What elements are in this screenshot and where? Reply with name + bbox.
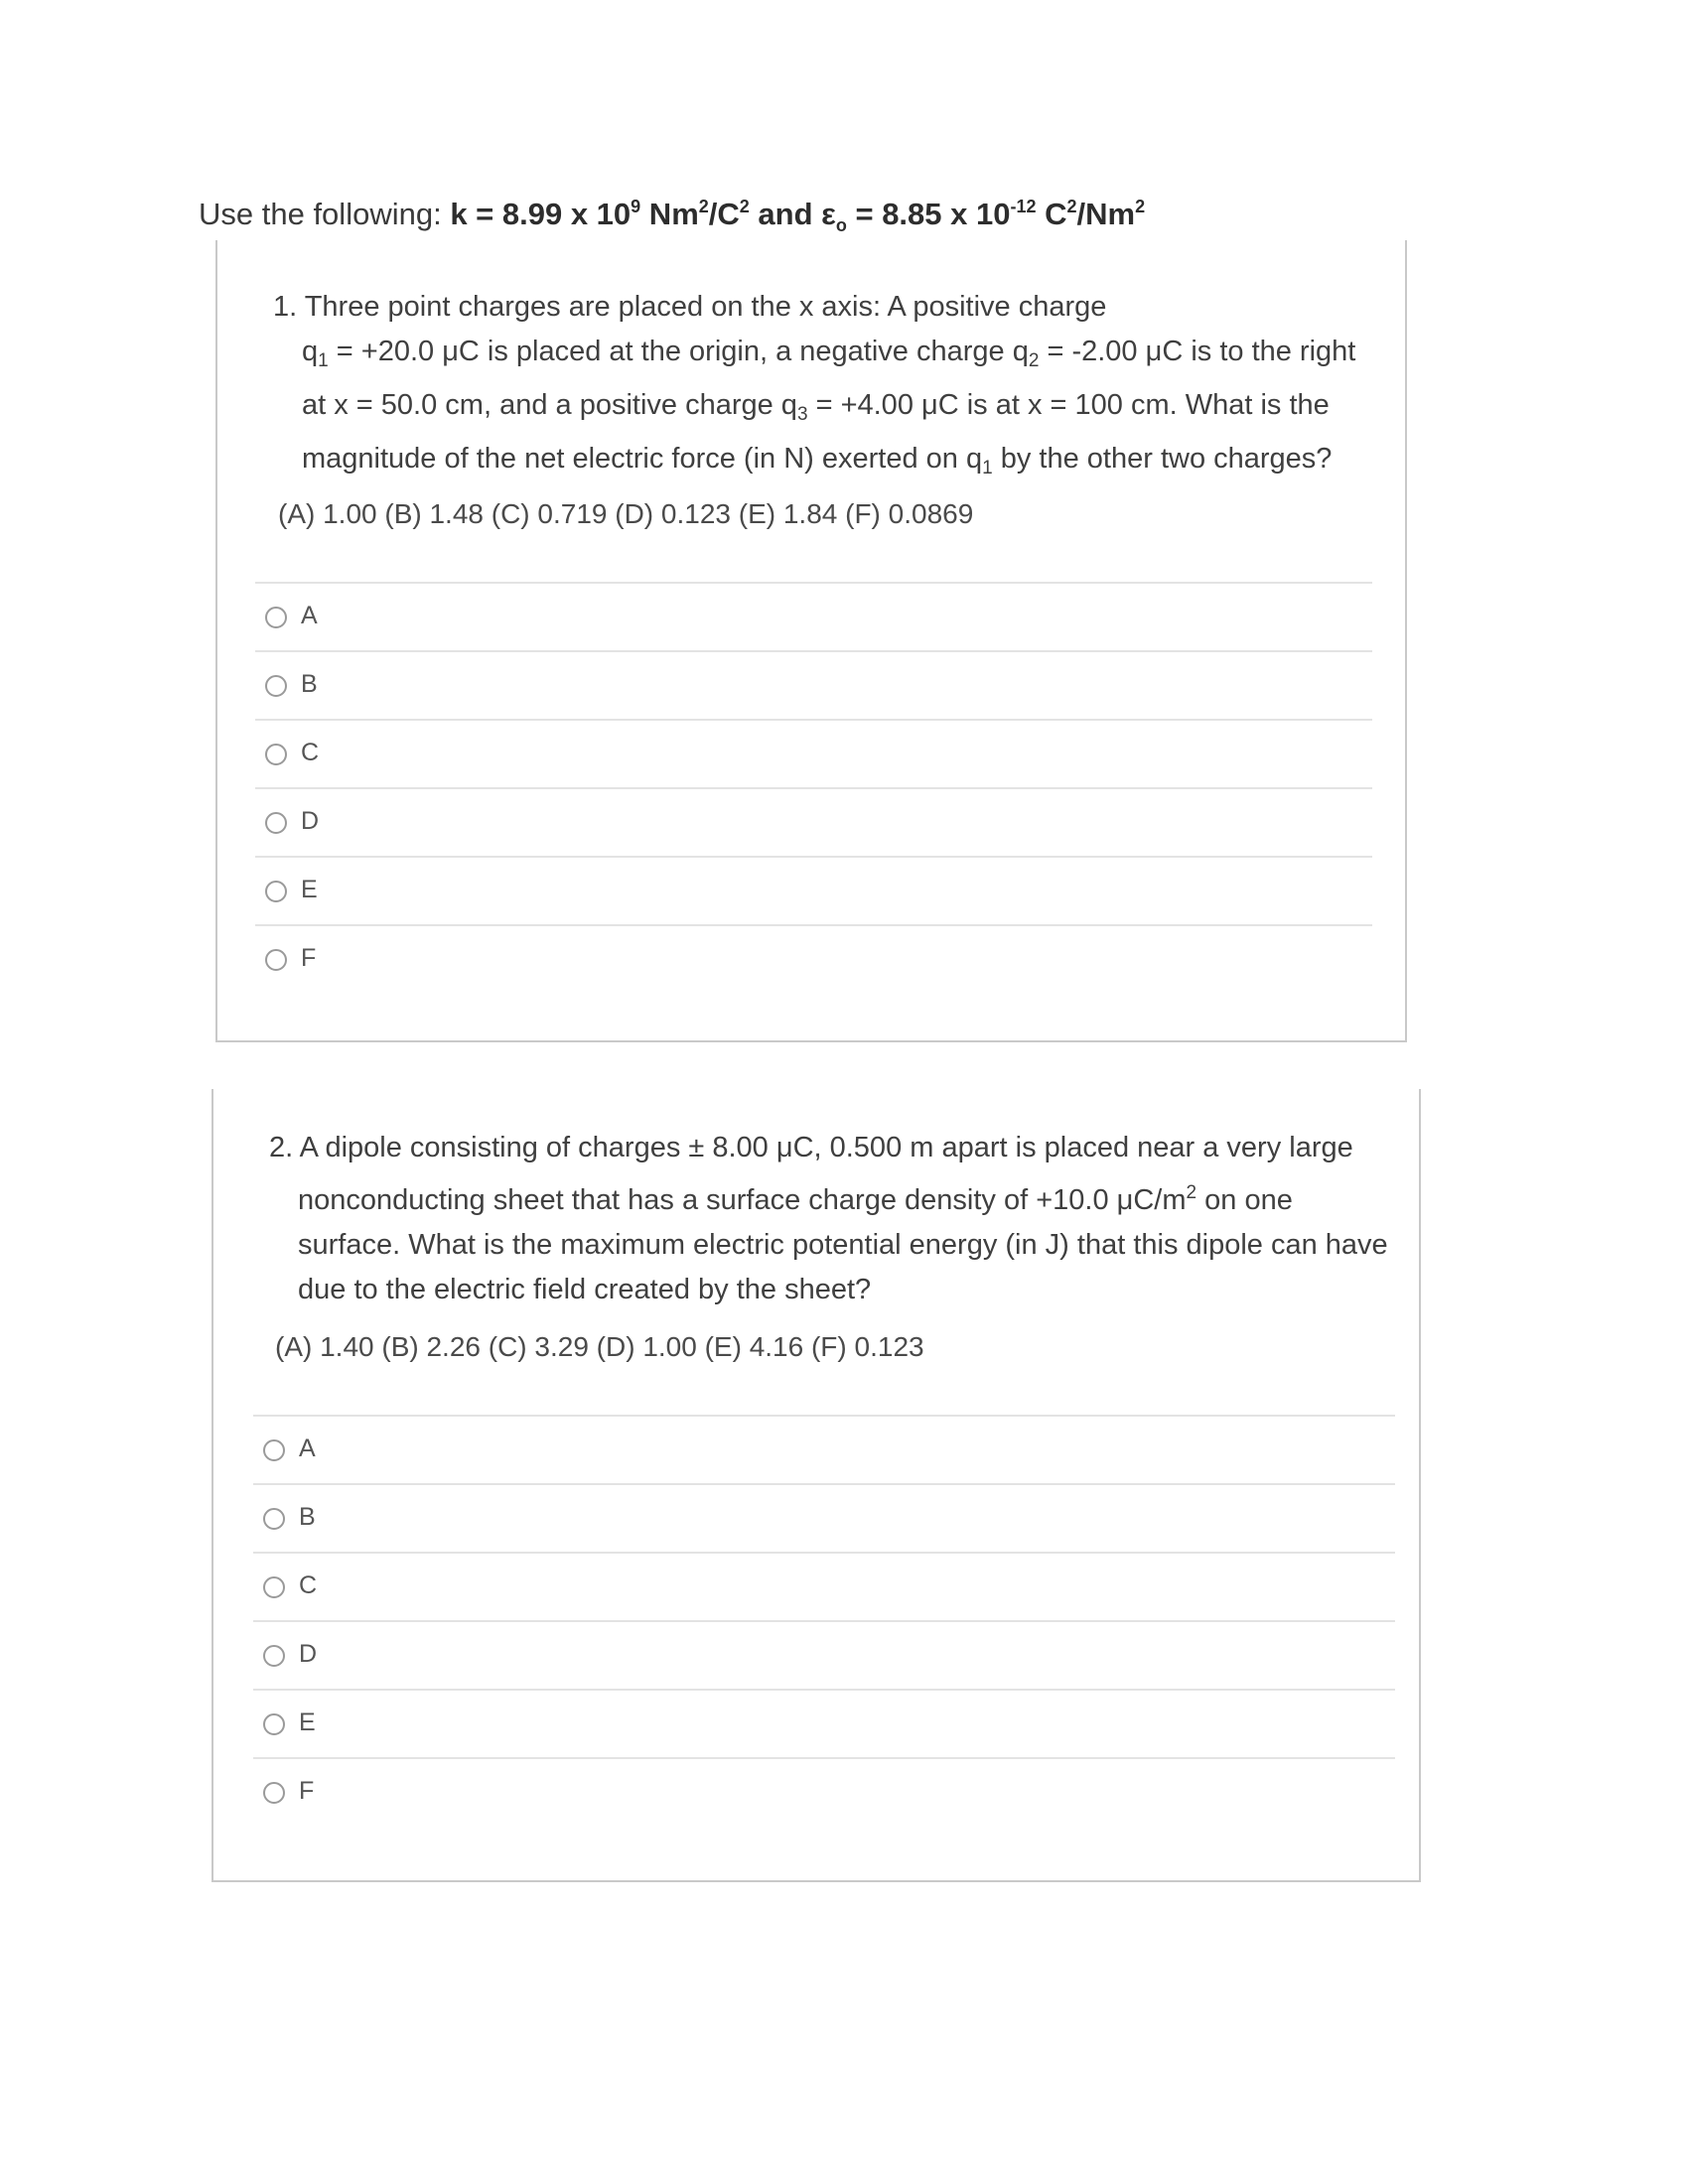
q1-option-b[interactable]: B [255, 650, 1372, 719]
radio-button[interactable] [263, 1782, 285, 1804]
radio-button[interactable] [265, 812, 287, 834]
radio-button[interactable] [263, 1576, 285, 1598]
question-1-text: 1. Three point charges are placed on the x axis: A positive charge $q_1 = +20.0$ μC is placed at the origin, a negative charge $q_2 = -2.00$ μC is to the right at x = 50.0 cm, and a positive charge $q_3 = +4.00$ μC is at x = 100 cm. What is the magnitude of the net electric force (in N) exerted on $q_1$ by the other two charges? [273, 291, 1356, 478]
question-2-answer-choices: (A) 1.40 (B) 2.26 (C) 3.29 (D) 1.00 (E) 4.16 (F) 0.123 [275, 1331, 924, 1362]
radio-button[interactable] [263, 1439, 285, 1461]
radio-button[interactable] [265, 881, 287, 902]
radio-button[interactable] [265, 675, 287, 697]
radio-button[interactable] [263, 1713, 285, 1735]
header-lead: Use the following: [199, 197, 451, 231]
q1-option-f[interactable]: F [255, 924, 1372, 993]
question-1-answer-choices: (A) 1.00 (B) 1.48 (C) 0.719 (D) 0.123 (E) 1.84 (F) 0.0869 [278, 498, 974, 529]
question-2-card [211, 1089, 1421, 1882]
q2-option-a[interactable]: A [253, 1415, 1395, 1483]
k-constant: k = 8.99 x $10^9$ $Nm^2/C^2$ and $\varepsilon_o = 8.85$ x $10^{-12}$ $C^2/Nm^2$ [450, 197, 1146, 236]
radio-button[interactable] [263, 1645, 285, 1667]
radio-button[interactable] [263, 1508, 285, 1530]
radio-button[interactable] [265, 949, 287, 971]
question-1-card [215, 240, 1407, 1042]
question-2-text: 2. A dipole consisting of charges ± 8.00 μC, 0.500 m apart is placed near a very large nonconducting sheet that has a surface charge density of +10.0 $\mu C/m^2$ on one surface. What is the maximum electric potential energy (in J) that this dipole can have due to the electric field created by the sheet? [269, 1132, 1388, 1305]
question-2-options [253, 1415, 1395, 1826]
q1-option-d[interactable]: D [255, 787, 1372, 856]
question-1-options [255, 582, 1372, 993]
q2-option-d[interactable]: D [253, 1620, 1395, 1689]
q1-option-a[interactable]: A [255, 582, 1372, 650]
q2-option-b[interactable]: B [253, 1483, 1395, 1552]
q1-option-e[interactable]: E [255, 856, 1372, 924]
constants-header [199, 197, 1145, 236]
q2-option-c[interactable]: C [253, 1552, 1395, 1620]
q2-option-e[interactable]: E [253, 1689, 1395, 1757]
q1-option-c[interactable]: C [255, 719, 1372, 787]
q2-option-f[interactable]: F [253, 1757, 1395, 1826]
radio-button[interactable] [265, 744, 287, 765]
radio-button[interactable] [265, 607, 287, 628]
